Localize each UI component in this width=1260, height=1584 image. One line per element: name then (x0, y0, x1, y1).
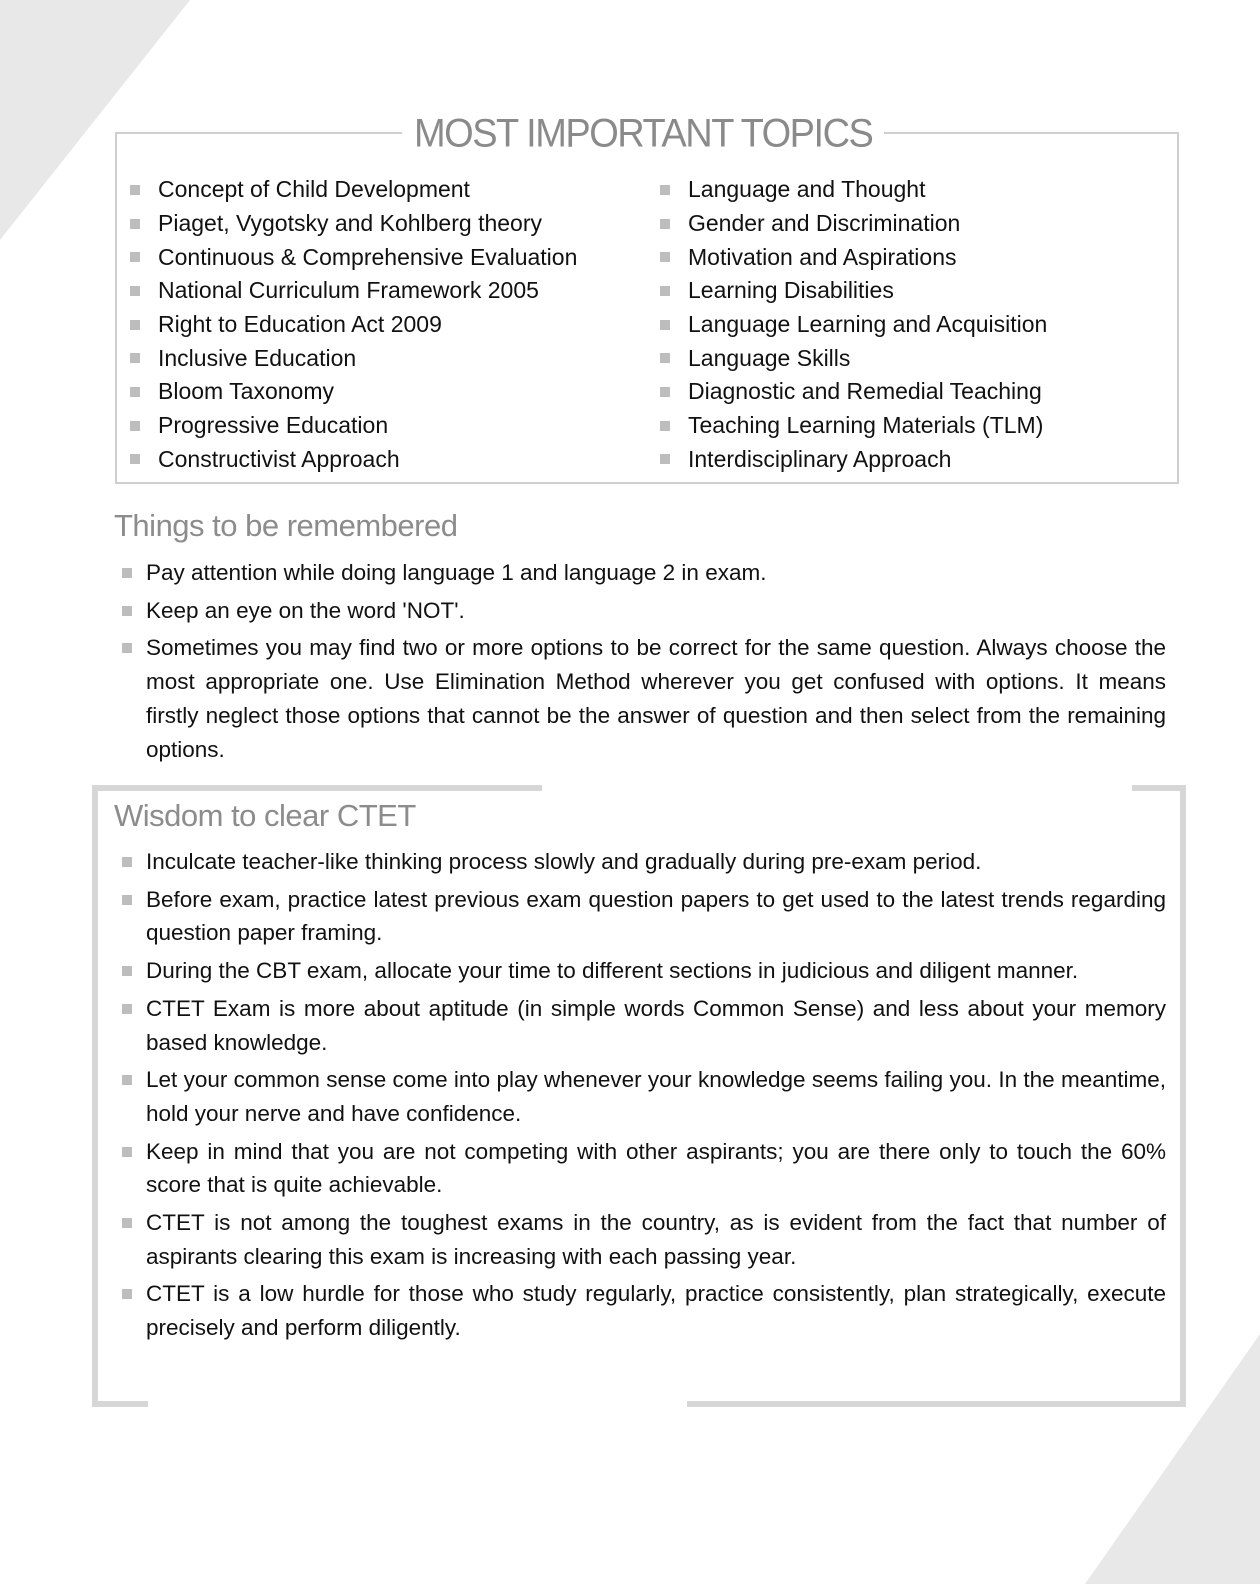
square-bullet-icon (130, 219, 140, 229)
topic-label: Language and Thought (688, 176, 926, 203)
topic-item (660, 207, 1047, 241)
wisdom-item (122, 1206, 1166, 1273)
topic-label: Constructivist Approach (158, 445, 400, 472)
wisdom-frame-top-right (1132, 785, 1186, 791)
remember-heading: Things to be remembered (114, 508, 458, 543)
square-bullet-icon (660, 421, 670, 431)
remember-item (122, 631, 1166, 766)
wisdom-text: Inculcate teacher-like thinking process slowly and gradually during pre-exam period. (146, 849, 982, 874)
topic-item (660, 240, 1047, 274)
square-bullet-icon (130, 185, 140, 195)
wisdom-frame-bottom-left (92, 1401, 148, 1407)
topic-item (660, 308, 1047, 342)
wisdom-heading: Wisdom to clear CTET (114, 798, 416, 833)
topic-item (130, 375, 577, 409)
square-bullet-icon (660, 320, 670, 330)
wisdom-item (122, 1277, 1166, 1344)
square-bullet-icon (122, 568, 132, 578)
wisdom-text: CTET is a low hurdle for those who study regularly, practice consistently, plan strategically, execute precisely and perform diligently. (146, 1281, 1166, 1341)
square-bullet-icon (130, 353, 140, 363)
wisdom-item (122, 954, 1166, 988)
wisdom-text: CTET Exam is more about aptitude (in simple words Common Sense) and less about your memory based knowledge. (146, 995, 1166, 1055)
topic-label: Language Skills (688, 344, 851, 371)
square-bullet-icon (122, 1218, 132, 1228)
square-bullet-icon (660, 454, 670, 464)
topic-label: Language Learning and Acquisition (688, 311, 1048, 338)
wisdom-item (122, 1135, 1166, 1202)
topic-label: Concept of Child Development (158, 176, 470, 203)
topic-label: Bloom Taxonomy (158, 378, 334, 405)
topic-label: Inclusive Education (158, 344, 357, 371)
topic-label: Interdisciplinary Approach (688, 445, 952, 472)
topic-item (130, 207, 577, 241)
topic-label: Motivation and Aspirations (688, 243, 957, 270)
square-bullet-icon (130, 421, 140, 431)
square-bullet-icon (122, 1004, 132, 1014)
wisdom-text: Before exam, practice latest previous exam question papers to get used to the latest trends regarding question paper framing. (146, 886, 1166, 946)
square-bullet-icon (122, 966, 132, 976)
square-bullet-icon (122, 857, 132, 867)
topic-label: National Curriculum Framework 2005 (158, 277, 539, 304)
topics-left-column (130, 173, 577, 476)
topic-label: Progressive Education (158, 412, 389, 439)
square-bullet-icon (122, 1075, 132, 1085)
square-bullet-icon (122, 895, 132, 905)
wisdom-item (122, 845, 1166, 879)
wisdom-text: Let your common sense come into play whenever your knowledge seems failing you. In the meantime, hold your nerve and have confidence. (146, 1067, 1166, 1126)
wisdom-text: CTET is not among the toughest exams in the country, as is evident from the fact that number of aspirants clearing this exam is increasing with each passing year. (146, 1210, 1166, 1269)
topics-title: MOST IMPORTANT TOPICS (402, 107, 884, 162)
topics-right-column (660, 173, 1047, 476)
topic-label: Diagnostic and Remedial Teaching (688, 378, 1042, 405)
square-bullet-icon (660, 353, 670, 363)
wisdom-text: Keep in mind that you are not competing with other aspirants; you are there only to touch the 60% score that is quite achievable. (146, 1138, 1166, 1198)
topic-item (660, 375, 1047, 409)
square-bullet-icon (130, 252, 140, 262)
wisdom-frame-left (92, 785, 98, 1407)
square-bullet-icon (660, 286, 670, 296)
wisdom-item (122, 992, 1166, 1059)
square-bullet-icon (130, 320, 140, 330)
square-bullet-icon (122, 1147, 132, 1157)
square-bullet-icon (660, 252, 670, 262)
corner-decoration-bottom-right (1085, 1334, 1260, 1584)
square-bullet-icon (130, 387, 140, 397)
topic-label: Right to Education Act 2009 (158, 311, 442, 338)
topic-item (130, 409, 577, 443)
topic-item (130, 308, 577, 342)
topic-item (660, 274, 1047, 308)
topic-label: Piaget, Vygotsky and Kohlberg theory (158, 210, 542, 237)
wisdom-item (122, 883, 1166, 950)
remember-text: Pay attention while doing language 1 and language 2 in exam. (146, 560, 767, 585)
topic-label: Teaching Learning Materials (TLM) (688, 412, 1044, 439)
topic-item (130, 341, 577, 375)
topic-label: Learning Disabilities (688, 277, 894, 304)
topic-item (130, 274, 577, 308)
square-bullet-icon (660, 219, 670, 229)
square-bullet-icon (122, 643, 132, 653)
wisdom-frame-bottom-right (687, 1401, 1186, 1407)
square-bullet-icon (660, 185, 670, 195)
topic-item (130, 173, 577, 207)
square-bullet-icon (130, 454, 140, 464)
topic-item (660, 443, 1047, 477)
topic-label: Gender and Discrimination (688, 210, 961, 237)
remember-text: Sometimes you may find two or more options to be correct for the same question. Always choose the most appropriate one. Use Elimination Method wherever you get confused with options. It means firstly neglect those options that cannot be the answer of question and then select from the remaining options. (146, 635, 1166, 762)
topic-item (660, 341, 1047, 375)
remember-item (122, 594, 1166, 628)
topic-label: Continuous & Comprehensive Evaluation (158, 243, 578, 270)
remember-list (122, 556, 1166, 770)
topic-item (660, 173, 1047, 207)
remember-text: Keep an eye on the word 'NOT'. (146, 597, 465, 623)
square-bullet-icon (122, 1289, 132, 1299)
wisdom-frame-right (1180, 785, 1186, 1407)
wisdom-text: During the CBT exam, allocate your time to different sections in judicious and diligent manner. (146, 958, 1079, 984)
square-bullet-icon (660, 387, 670, 397)
remember-item (122, 556, 1166, 590)
wisdom-frame-top-left (92, 785, 542, 791)
square-bullet-icon (130, 286, 140, 296)
topic-item (130, 240, 577, 274)
square-bullet-icon (122, 606, 132, 616)
topic-item (660, 409, 1047, 443)
topic-item (130, 443, 577, 477)
wisdom-list (122, 845, 1166, 1349)
wisdom-item (122, 1063, 1166, 1130)
